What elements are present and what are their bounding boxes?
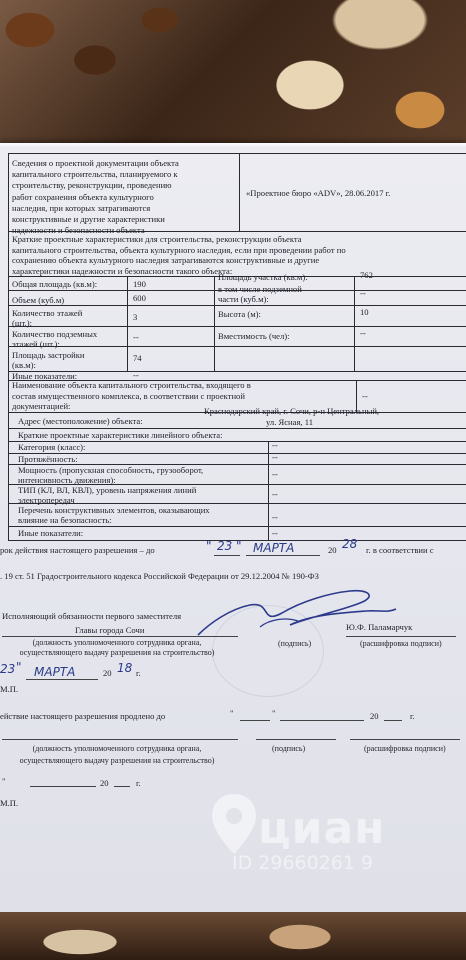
address-line: Краснодарский край, г. Сочи, р-н Центральный, [204,406,380,416]
background-photo-bottom [0,912,466,960]
brief-line: характеристики надежности и безопасности такого объекта: [12,265,233,276]
validity-quote-close: " [236,539,242,553]
underground-part-line: в том числе подземной [218,284,302,294]
header-line: конструктивные и другие характеристики [12,214,165,225]
validity-year-suffix: 28 [342,537,358,551]
volume-value: 600 [133,293,146,303]
floors-line: Количество этажей [12,308,83,318]
built-area-line: Площадь застройки [12,350,85,360]
extension-date-year: 20 [100,778,109,788]
object-name-line: состав имущественного комплекса, в соответствии с проектной [12,390,245,401]
underground-floors-label [12,329,97,349]
address-label: Адрес (местоположение) объекта: [18,416,143,426]
official-caption [12,638,222,658]
underground-part-label [218,284,302,304]
power-line: интенсивность движения): [18,475,116,485]
underground-floors-value: -- [133,332,139,342]
validity-prefix: рок действия настоящего разрешения – до [0,545,155,555]
linear-object-label: Краткие проектные характеристики линейного объекта: [18,430,223,440]
elements-line: Перечень конструктивных элементов, оказывающих [18,505,210,515]
length-label: Протяжённость: [18,454,78,464]
brief-line: Краткие проектные характеристики для строительства, реконструкции объекта [12,234,302,244]
header-line: строительству, реконструкции, проведению [12,180,172,191]
extension-decode-caption: (расшифровка подписи) [364,744,446,753]
decode-caption: (расшифровка подписи) [360,639,442,648]
extension-official-caption [12,743,222,767]
validity-law: . 19 ст. 51 Градостроительного кодекса Российской Федерации от 29.12.2004 № 190-ФЗ [0,571,319,581]
project-bureau: «Проектное бюро «ADV», 28.06.2017 г. [246,188,391,198]
underground-part-line: части (куб.м): [218,294,269,304]
volume-label: Объем (куб.м) [12,295,65,305]
extension-year-suffix: г. [410,711,415,721]
total-area-label: Общая площадь (кв.м): [12,279,98,289]
sign-date-year-suffix: 18 [117,661,133,675]
other-indicators-2-value: -- [272,528,278,538]
height-label: Высота (м): [218,309,261,319]
sheet-edge [0,143,466,149]
header-line: надежности и безопасности объекта [12,225,145,236]
object-name-value: -- [362,391,368,401]
sign-date-day: 23 [0,662,16,676]
official-name: Ю.Ф. Паламарчук [346,622,413,632]
object-name-line: документацией: [12,401,71,411]
brief-line: капитального строительства, объекта культурного наследия, если при проведении работ по [12,244,346,255]
extension-year-prefix: 20 [370,711,379,721]
handwritten-signature [190,583,400,643]
official-caption-line: осуществляющего выдачу разрешения на строительство) [19,648,215,657]
extension-date-quote: " [2,776,6,786]
line-type-label [18,485,196,505]
plot-area-value: 762 [360,270,373,280]
header-line: капитального строительства, планируемого к [12,169,178,180]
seal-place-1: М.П. [0,684,19,694]
sign-date-month: МАРТА [34,665,76,679]
header-line: наследия, при которых затрагиваются [12,202,151,213]
official-position-line2: Главы города Сочи [75,625,145,635]
capacity-label: Вместимость (чел): [218,331,290,341]
built-area-line: (кв.м): [12,360,36,370]
watermark-id: ID 29660261 9 [232,852,374,874]
validity-year-prefix: 20 [328,545,337,555]
height-value: 10 [360,307,369,317]
built-area-label [12,350,85,370]
brief-characteristics [12,234,346,276]
header-description [12,158,179,236]
extension-date-suffix: г. [136,778,141,788]
extension-quote-open: " [230,708,234,718]
extension-text: ействие настоящего разрешения продлено до [0,711,166,721]
extension-caption-line: (должность уполномоченного сотрудника органа, [32,744,202,753]
extension-quote-close: " [272,708,276,718]
signature-caption: (подпись) [278,639,312,648]
underground-floors-line: этажей (шт.): [12,339,60,349]
address-line: ул. Ясная, 11 [266,416,313,427]
category-label: Категория (класс): [18,442,86,452]
other-indicators-label: Иные показатели: [12,371,78,381]
plot-area-label: Площадь участка (кв.м): [218,272,308,282]
extension-signature-caption: (подпись) [272,744,306,753]
brief-line: сохранению объекта культурного наследия затрагиваются конструктивные и другие [12,255,320,265]
other-indicators-2-label: Иные показатели: [18,528,84,538]
extension-caption-line: осуществляющего выдачу разрешения на строительство) [19,756,215,765]
other-indicators-value: -- [133,370,139,380]
sign-date-quote: " [16,660,22,674]
validity-day: 23 [217,539,233,553]
official-caption-line: (должность уполномоченного сотрудника органа, [32,638,202,647]
category-value: -- [272,440,278,450]
background-photo-top [0,0,466,150]
capacity-value: -- [360,328,366,338]
line-type-line: электропередач [18,495,75,505]
seal-place-2: М.П. [0,798,19,808]
underground-part-value: -- [360,288,366,298]
length-value: -- [272,452,278,462]
total-area-value: 190 [133,279,146,289]
power-label [18,465,203,485]
object-name-line: Наименование объекта капитального строительства, входящего в [12,380,251,390]
sign-date-suffix: г. [136,668,141,678]
elements-value: -- [272,512,278,522]
validity-suffix: г. в соответствии с [366,545,434,555]
validity-quote-open: " [206,539,212,553]
validity-month: МАРТА [253,541,295,555]
elements-line: влияние на безопасность: [18,515,112,525]
header-line: Сведения о проектной документации объекта [12,158,179,168]
floors-line: (шт.): [12,318,32,328]
line-type-line: ТИП (КЛ, ВЛ, КВЛ), уровень напряжения линий [18,485,197,495]
built-area-value: 74 [133,353,142,363]
watermark-brand: циан [258,803,386,854]
sign-date-year-prefix: 20 [103,668,112,678]
elements-label [18,505,210,525]
header-line: работ сохранения объекта культурного [12,191,154,202]
official-position-line1: Исполняющий обязанности первого заместителя [2,611,182,621]
floors-value: 3 [133,312,138,322]
address-value [204,406,379,427]
power-value: -- [272,469,278,479]
line-type-value: -- [272,489,278,499]
floors-label [12,308,82,328]
underground-floors-line: Количество подземных [12,329,98,339]
power-line: Мощность (пропускная способность, грузооборот, [18,465,204,475]
